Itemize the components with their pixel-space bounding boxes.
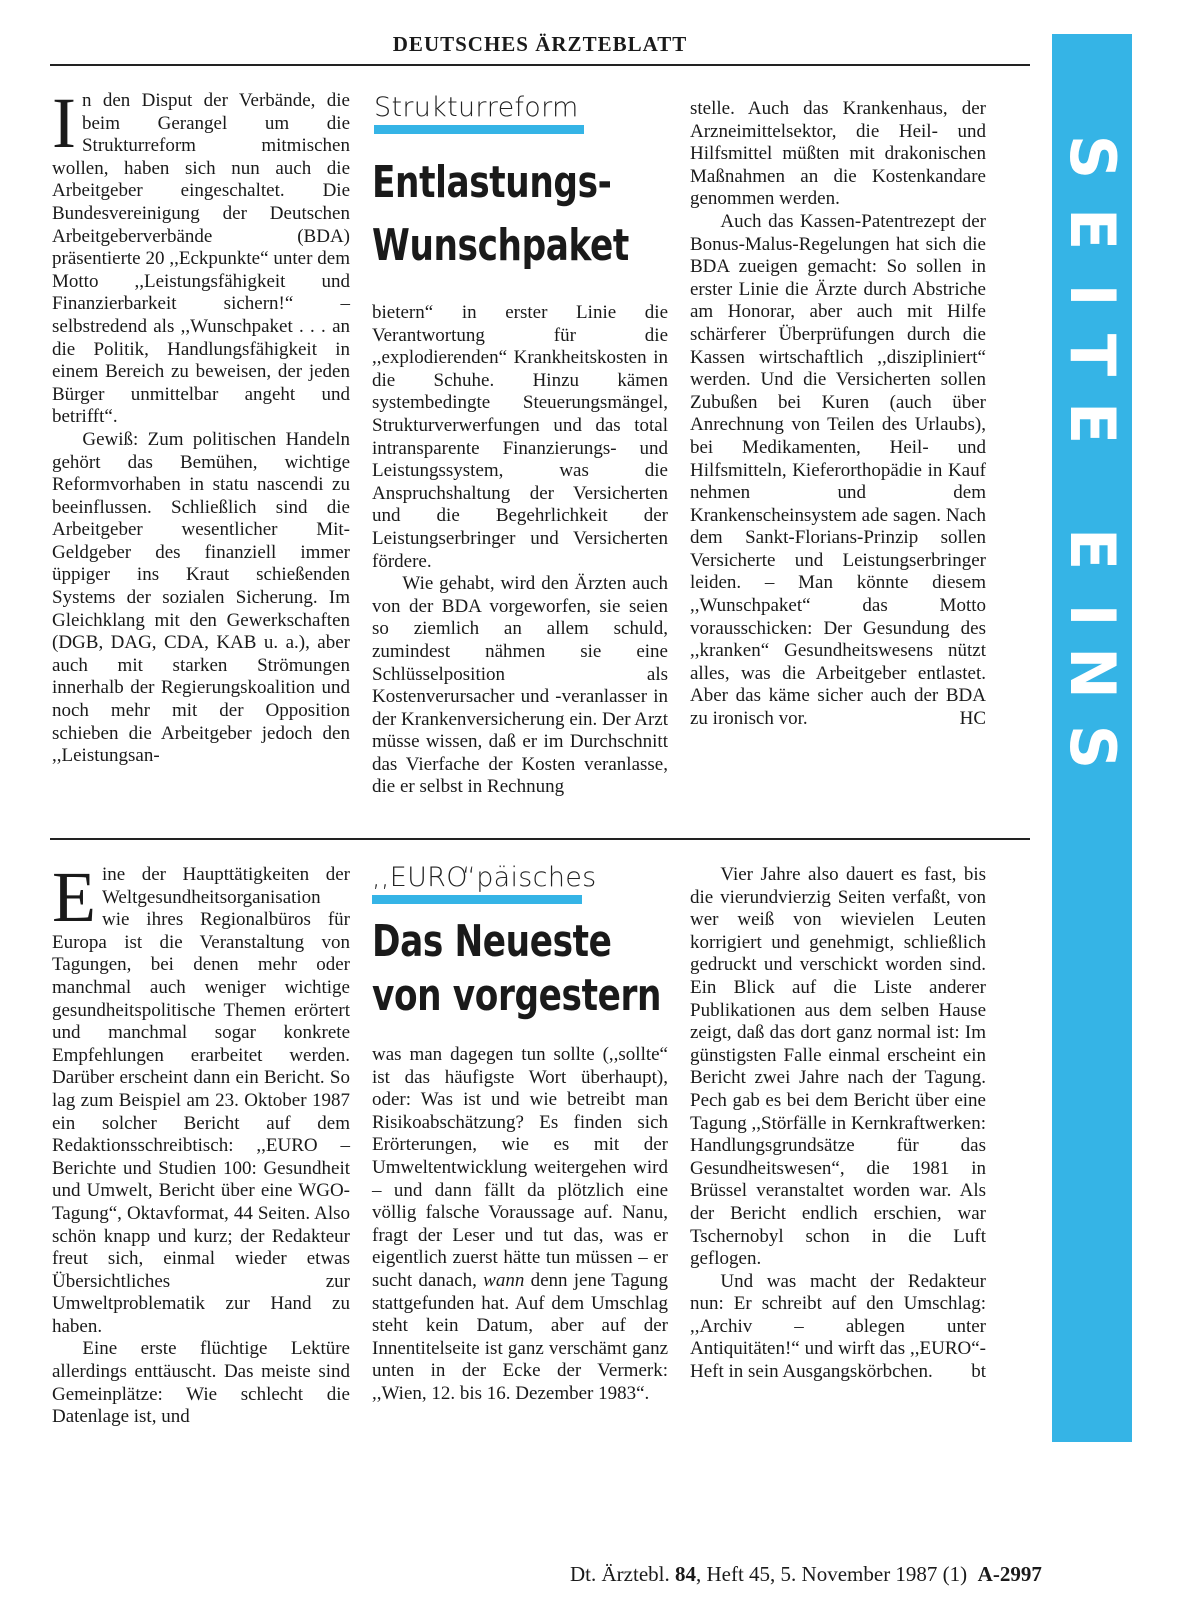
article2-paragraph: denn jene Tagung stattgefunden hat. Auf dem Umschlag steht kein Datum, aber auf der Innentitelseite ist ganz verschämt ganz unten in der Ecke der Vermerk: ,,Wien, 12. bis 16. Dezember 1983“. <box>372 1269 669 1404</box>
article1-paragraph: Gewiß: Zum politischen Handeln gehört das Bemühen, wichtige Reformvorhaben in statu nascendi zu beeinflussen. Schließlich sind die Arbeitgeber wesentlicher Mit-Geldgeber des finanziell immer üppiger ins Kraut schießenden Systems der sozialen Sicherung. Im Gleichklang mit den Gewerkschaften (DGB, DAG, CDA, KAB u. a.), aber auch mit starken Strömungen innerhalb der Regierungskoalition und noch mehr mit der Opposition schieben die Arbeitgeber jedoch den ,,Leistungsan- <box>52 428 350 767</box>
sidebar-letter: I <box>1056 283 1129 307</box>
footer-issue: , Heft 45, 5. November 1987 (1) <box>695 1562 968 1586</box>
article1-kicker <box>374 92 584 134</box>
sidebar-letter: S <box>1056 724 1129 770</box>
article-divider <box>50 838 1030 840</box>
sidebar-letter: I <box>1056 603 1129 627</box>
article1-paragraph: n den Disput der Verbände, die beim Gerangel um die Strukturreform mitmischen wollen, haben sich nun auch die Arbeitgeber eingeschaltet. Die Bundesvereinigung der Deutschen Arbeitgeberverbände (BDA) präsentierte 20 ,,Eckpunkte“ unter dem Motto ,,Leistungsfähigkeit und Finanzierbarkeit sichern!“ – selbstredend als ,,Wunschpaket . . . an die Politik, Handlungsfähigkeit in einem Bereich zu beweisen, der jeden Bürger unmittelbar angeht und betrifft“. <box>52 90 350 428</box>
article1-column-1 <box>52 83 350 768</box>
section-sidebar <box>1052 34 1132 1442</box>
sidebar-letter: E <box>1056 401 1129 445</box>
article2-paragraph: ine der Haupttätigkeiten der Weltgesundheitsorganisation wie ihres Regionalbüros für Europa ist die Veranstaltung von Tagungen, bei denen mehr oder manchmal auch weniger wichtige gesundheitspolitische Themen erörtert und manchmal sogar konkrete Empfehlungen erarbeitet werden. Darüber erscheint dann ein Bericht. So lag zum Beispiel am 23. Oktober 1987 ein solcher Bericht auf dem Redaktionsschreibtisch: ,,EURO – Berichte und Studien 100: Gesundheit und Umwelt, Bericht über eine WGO-Tagung“, Oktavformat, 44 Seiten. Also schön knapp und kurz; der Redakteur freut sich, einmal wieder etwas Übersichtliches zur Umweltproblematik zur Hand zu haben. <box>52 864 350 1337</box>
sidebar-letter: E <box>1056 527 1129 571</box>
page-footer <box>570 1562 1042 1587</box>
article1-column-3 <box>690 98 986 731</box>
footer-volume: 84 <box>674 1562 696 1586</box>
kicker-text: Strukturreform <box>374 92 579 123</box>
article2-headline-line-1: Das Neueste <box>372 916 612 967</box>
article2-paragraph: Vier Jahre also dauert es fast, bis die vierundvierzig Seiten verfaßt, von wer weiß von wievielen Leuten korrigiert und genehmigt, schließlich gedruckt und verschickt worden sind. Ein Blick auf die Liste anderer Publikationen aus dem selben Hause zeigt, daß das dort ganz normal ist: Im günstigsten Falle einmal erscheint ein Bericht zwei Jahre nach der Tagung. Pech gab es bei dem Bericht über eine Tagung ,,Störfälle in Kernkraftwerken: Handlungsgrundsätze für das Gesundheitswesen“, die 1981 in Brüssel veranstaltet worden war. Als der Bericht endlich erschien, war Tschernobyl schon in die Luft geflogen. <box>690 864 986 1270</box>
article1-paragraph: Wie gehabt, wird den Ärzten auch von der BDA vorgeworfen, sie seien so ziemlich an allem schuld, zumindest nähmen sie eine Schlüsselposition als Kostenverursacher und -veranlasser in der Krankenversicherung ein. Der Arzt müsse wissen, daß er im Durchschnitt das Vierfache der Kosten veranlasse, die er selbst in Rechnung <box>372 573 668 798</box>
masthead-title: DEUTSCHES ÄRZTEBLATT <box>392 32 688 56</box>
masthead <box>50 28 1030 66</box>
article1-paragraph: bietern“ in erster Linie die Verantwortung für die ,,explodierenden“ Krankheitskosten in die Schuhe. Hinzu kämen systembedingte Steuerungsmängel, Strukturverwerfungen und das total intransparente Finanzierungs- und Leistungssystem, was die Anspruchshaltung der Versicherten und die Begehrlichkeit der Leistungserbringer und Versicherten fördere. <box>372 302 668 572</box>
article2-headline-line-2: von vorgestern <box>372 970 662 1021</box>
footer-journal: Dt. Ärztebl. <box>570 1562 670 1586</box>
emphasis: wann <box>483 1269 525 1291</box>
author-signature: HC <box>959 708 986 730</box>
article2-paragraph: was man dagegen tun sollte (,,sollte“ ist das häufigste Wort überhaupt), oder: Was ist und wie betreibt man Risikoabschätzung? Es finden sich Erörterungen, wie es mit der Umweltentwicklung weitergehen wird – und dann fällt da plötzlich eine völlig falsche Voraussage auf. Nanu, fragt der Leser und tut das, was er eigentlich zuerst hätte tun müssen – er sucht danach, <box>372 1044 668 1291</box>
kicker-bar <box>372 895 582 904</box>
dropcap: E <box>52 857 96 937</box>
article2-column-3 <box>690 864 986 1384</box>
article2-paragraph: Eine erste flüchtige Lektüre allerdings enttäuscht. Das meiste sind Gemeinplätze: Wie schlecht die Datenlage ist, und <box>52 1338 350 1428</box>
kicker-text: ,,EURO“päisches <box>372 862 597 893</box>
article2-column-1 <box>52 857 350 1429</box>
article1-headline-line-2: Wunschpaket <box>372 220 629 271</box>
article1-column-2 <box>372 302 668 799</box>
article2-paragraph: Und was macht der Redakteur nun: Er schreibt auf den Umschlag: ,,Archiv – ablegen unter Antiquitäten!“ und wirft das ,,EURO“-Heft in sein Ausgangskörbchen. <box>690 1270 986 1383</box>
author-signature: bt <box>971 1361 986 1383</box>
article2-column-2 <box>372 1044 668 1406</box>
dropcap: I <box>52 83 76 163</box>
article1-headline-line-1: Entlastungs- <box>372 157 612 208</box>
footer-page-number: A-2997 <box>977 1562 1042 1586</box>
sidebar-letter: E <box>1056 207 1129 251</box>
sidebar-letter: T <box>1056 333 1129 377</box>
article1-paragraph: stelle. Auch das Krankenhaus, der Arzneimittelsektor, die Heil- und Hilfsmittel müßten mit drakonischen Maßnahmen an die Kostenkandare genommen werden. <box>690 98 986 210</box>
sidebar-letter: S <box>1056 134 1129 180</box>
article2-kicker <box>372 862 597 904</box>
article1-paragraph: Auch das Kassen-Patentrezept der Bonus-Malus-Regelungen hat sich die BDA zueigen gemacht: So sollen in erster Linie die Ärzte durch Abstriche am Honorar, aber auch mit Hilfe schärferer Überprüfungen durch die Kassen wirtschaftlich ,,diszipliniert“ werden. Und die Versicherten sollen Zubußen bei Kuren (auch über Anrechnung von Teilen des Urlaubs), bei Medikamenten, Heil- und Hilfsmitteln, Kieferorthopädie in Kauf nehmen und dem Krankenscheinsystem ade sagen. Nach dem Sankt-Florians-Prinzip sollen Versicherte und Leistungserbringer leiden. – Man könnte diesem ,,Wunschpaket“ das Motto vorausschicken: Der Gesundung des ,,kranken“ Gesundheitswesens nützt alles, was die Arbeitgeber entlastet. Aber das käme sicher auch der BDA zu ironisch vor. <box>690 210 986 730</box>
kicker-bar <box>374 125 584 134</box>
sidebar-letter: N <box>1056 647 1129 699</box>
